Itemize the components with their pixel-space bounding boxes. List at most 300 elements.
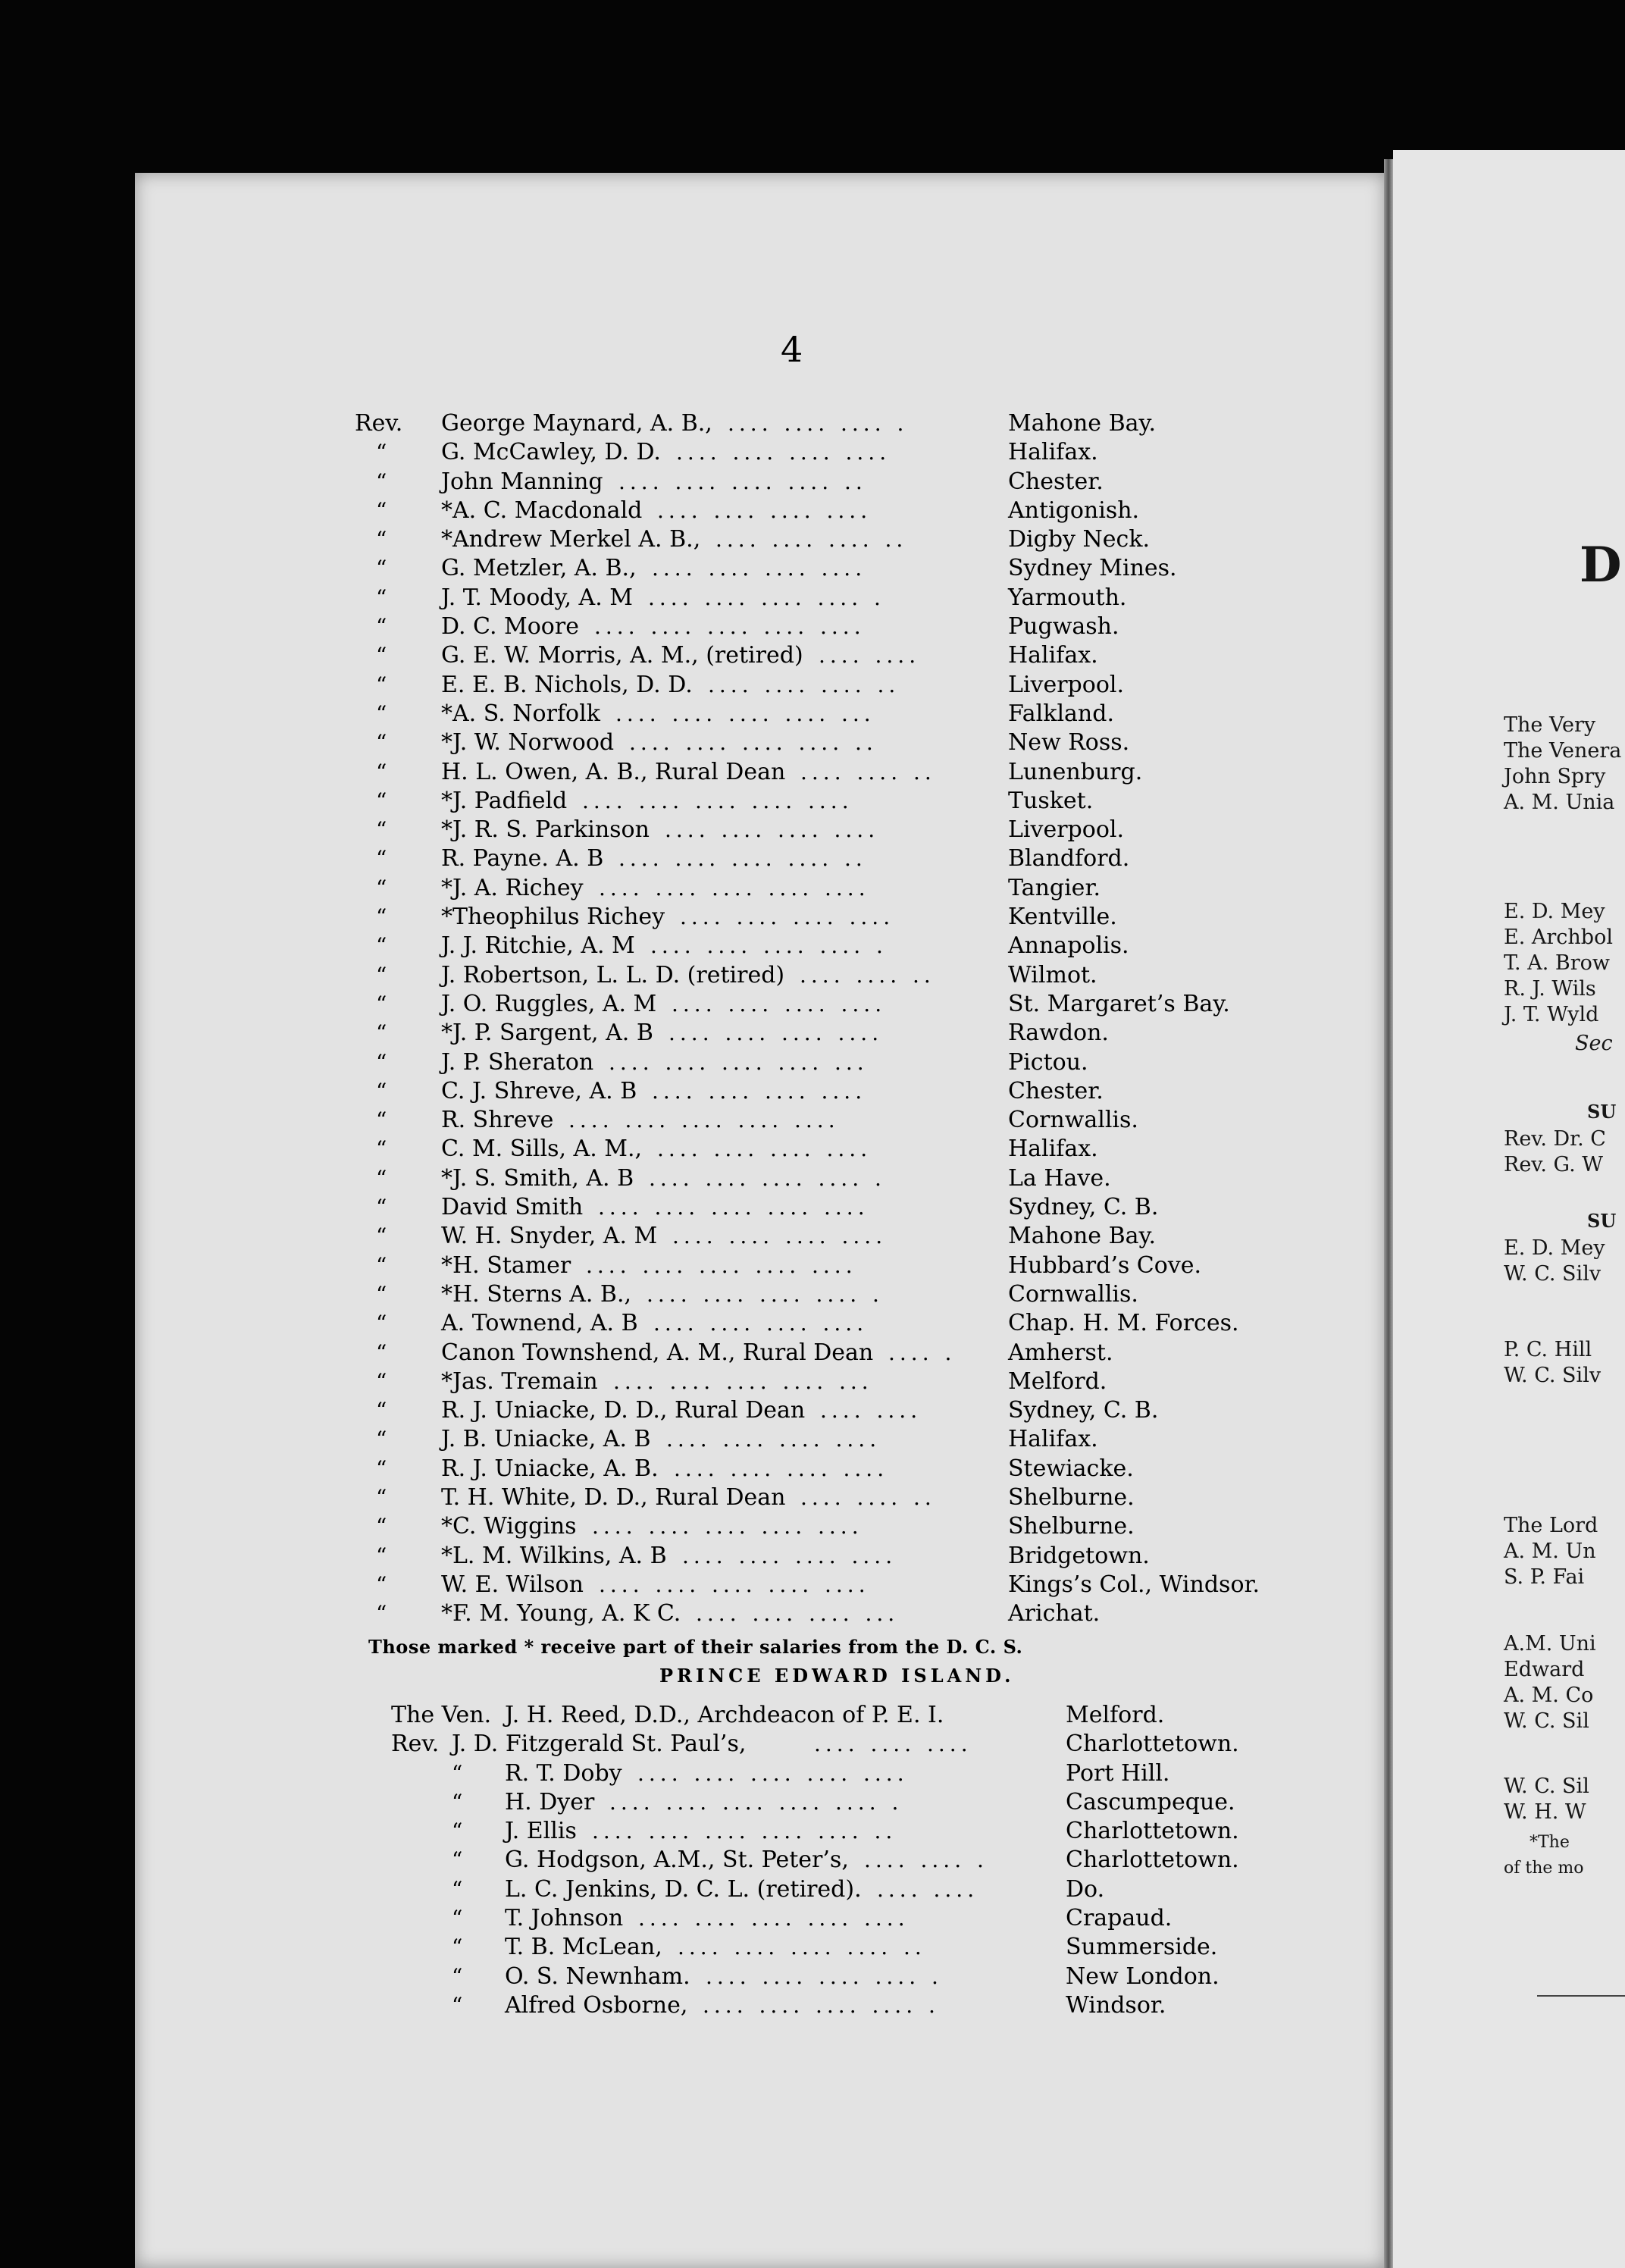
leader-dots: .... .... .... ... (696, 1601, 900, 1627)
clergy-name: R. T. Doby (505, 1759, 622, 1787)
leader-dots: .... .... .... (814, 1731, 972, 1757)
footnote-salaries: Those marked * receive part of their salaries from the D. C. S. (368, 1636, 1023, 1658)
clergy-place: Falkland. (1008, 700, 1114, 727)
ditto-mark: “ (376, 817, 387, 843)
clergy-place: Annapolis. (1008, 932, 1129, 960)
leader-dots: .... .... .... .... (682, 1543, 897, 1568)
pei-heading: PRINCE EDWARD ISLAND. (659, 1665, 1015, 1687)
ditto-mark: “ (452, 1876, 463, 1902)
clergy-entry (355, 1571, 1370, 1599)
clergy-name: *L. M. Wilkins, A. B (441, 1542, 667, 1569)
leader-dots: .... .... .... .... . (649, 1165, 886, 1191)
leader-dots: .... .... .... .... ... (613, 1368, 873, 1394)
ditto-mark: “ (376, 1514, 387, 1540)
leader-dots: .... .... .... .... . (647, 1281, 884, 1307)
leader-dots: .... .... .... .... (657, 1136, 872, 1162)
clergy-entry (355, 1396, 1370, 1425)
title-prefix: Rev. (391, 1731, 440, 1758)
clergy-entry (391, 1875, 1376, 1904)
right-page-line: W. H. W (1504, 1800, 1586, 1824)
clergy-name: *F. M. Young, A. K C. (441, 1600, 681, 1627)
clergy-entry (391, 1991, 1376, 2020)
ditto-mark: “ (376, 556, 387, 581)
ditto-mark: “ (452, 1992, 463, 2018)
clergy-name: *A. C. Macdonald (441, 497, 643, 524)
clergy-place: Halifax. (1008, 439, 1098, 466)
clergy-name: *H. Sterns A. B., (441, 1280, 632, 1308)
clergy-entry (355, 787, 1370, 816)
clergy-place: Antigonish. (1008, 497, 1140, 524)
clergy-name: O. S. Newnham. (505, 1963, 690, 1990)
clergy-name: G. Metzler, A. B., (441, 555, 637, 582)
leader-dots: .... .... .... .... .... (599, 875, 870, 901)
clergy-entry (391, 1933, 1376, 1962)
clergy-place: Halifax. (1008, 1426, 1098, 1453)
leader-dots: .... .... (877, 1876, 979, 1902)
clergy-place: Crapaud. (1066, 1905, 1173, 1932)
right-page-line: *The (1530, 1833, 1570, 1852)
clergy-name: J. Robertson, L. L. D. (retired) (441, 961, 785, 988)
clergy-place: New London. (1066, 1963, 1220, 1990)
leader-dots: .... .... .... .... (652, 1078, 867, 1104)
clergy-name: *Jas. Tremain (441, 1367, 598, 1395)
leader-dots: .... .... .... .... .. (618, 846, 867, 872)
ditto-mark: “ (452, 1906, 463, 1931)
right-page (1393, 150, 1625, 2268)
clergy-entry (391, 1846, 1376, 1875)
clergy-place: New Ross. (1008, 729, 1130, 757)
ditto-mark: “ (452, 1789, 463, 1815)
ditto-mark: “ (376, 1427, 387, 1452)
clergy-name: R. Shreve (441, 1107, 554, 1134)
clergy-entry (355, 1048, 1370, 1077)
ditto-mark: “ (376, 1252, 387, 1278)
ditto-mark: “ (376, 1311, 387, 1336)
leader-dots: .... .... (819, 643, 921, 669)
clergy-name: H. Dyer (505, 1788, 595, 1815)
clergy-entry (355, 612, 1370, 641)
title-prefix: The Ven. (391, 1702, 492, 1728)
leader-dots: .... .... .... .... (672, 1223, 888, 1249)
clergy-place: Charlottetown. (1066, 1818, 1239, 1845)
ditto-mark: “ (376, 1543, 387, 1568)
clergy-place: Shelburne. (1008, 1513, 1135, 1540)
clergy-name: *J. P. Sargent, A. B (441, 1020, 653, 1047)
clergy-place: Melford. (1066, 1702, 1165, 1728)
right-page-heading-fragment: D (1580, 537, 1622, 594)
ditto-mark: “ (376, 759, 387, 785)
leader-dots: .... .... .... .... .... (582, 788, 853, 813)
clergy-name: *J. Padfield (441, 787, 568, 814)
ditto-mark: “ (376, 1601, 387, 1627)
clergy-name: E. E. B. Nichols, D. D. (441, 671, 693, 698)
clergy-place: St. Margaret’s Bay. (1008, 990, 1230, 1017)
clergy-entry (355, 1019, 1370, 1048)
clergy-name: J. H. Reed, D.D., Archdeacon of P. E. I. (505, 1702, 944, 1728)
clergy-entry (355, 409, 1370, 438)
right-page-line: E. D. Mey (1504, 1236, 1605, 1260)
ditto-mark: “ (376, 1049, 387, 1075)
leader-dots: .... .... .. (800, 759, 936, 785)
clergy-place: Lunenburg. (1008, 758, 1143, 785)
clergy-entry (355, 525, 1370, 554)
right-page-line: Rev. G. W (1504, 1153, 1604, 1176)
ditto-mark: “ (376, 1571, 387, 1597)
clergy-entry (391, 1759, 1376, 1788)
leader-dots: .... .... .... .... (666, 1427, 881, 1452)
ditto-mark: “ (376, 875, 387, 901)
footnote-rule (1537, 1995, 1625, 1997)
right-page-line: E. D. Mey (1504, 900, 1605, 923)
ditto-mark: “ (452, 1847, 463, 1873)
right-page-line: E. Archbol (1504, 926, 1613, 949)
clergy-place: Digby Neck. (1008, 526, 1151, 553)
ditto-mark: “ (376, 846, 387, 872)
right-page-line: W. C. Silv (1504, 1262, 1602, 1286)
leader-dots: .... .... .... .... (674, 1455, 889, 1481)
clergy-name: John Manning (441, 468, 603, 495)
clergy-place: Tangier. (1008, 874, 1101, 901)
clergy-entry (355, 1367, 1370, 1396)
ditto-mark: “ (376, 643, 387, 669)
clergy-entry (355, 1106, 1370, 1135)
clergy-entry (355, 1455, 1370, 1483)
clergy-place: Blandford. (1008, 845, 1130, 872)
clergy-place: Cornwallis. (1008, 1107, 1138, 1134)
clergy-place: Chap. H. M. Forces. (1008, 1310, 1239, 1337)
clergy-entry (355, 438, 1370, 467)
clergy-place: Yarmouth. (1008, 584, 1127, 611)
leader-dots: .... .... .... .... .. (629, 730, 878, 756)
clergy-entry (355, 1164, 1370, 1193)
ditto-mark: “ (376, 933, 387, 959)
clergy-entry (355, 1512, 1370, 1541)
clergy-name: George Maynard, A. B., (441, 410, 712, 437)
clergy-name: R. J. Uniacke, A. B. (441, 1455, 659, 1482)
leader-dots: .... .... .... .... .... (594, 614, 866, 640)
ditto-mark: “ (376, 1455, 387, 1481)
ditto-mark: “ (376, 584, 387, 610)
ditto-mark: “ (376, 730, 387, 756)
leader-dots: .... .... .... .... (672, 991, 887, 1017)
ditto-mark: “ (376, 672, 387, 697)
ditto-mark: “ (376, 614, 387, 640)
clergy-name: G. McCawley, D. D. (441, 439, 661, 466)
clergy-entry (355, 1425, 1370, 1454)
pei-clergy-list (391, 1701, 1376, 2020)
leader-dots: .... .... .... .... (668, 1020, 884, 1046)
leader-dots: .... .... .... .... . (706, 1963, 943, 1989)
right-page-line: A.M. Uni (1504, 1632, 1596, 1656)
clergy-place: Arichat. (1008, 1600, 1101, 1627)
leader-dots: .... .... .... .... . (703, 1992, 940, 2018)
clergy-place: Halifax. (1008, 642, 1098, 669)
leader-dots: .... .... .... .... .... (592, 1514, 863, 1540)
clergy-entry (355, 728, 1370, 757)
leader-dots: .... .... (820, 1398, 922, 1424)
clergy-place: Port Hill. (1066, 1759, 1170, 1787)
ditto-mark: “ (376, 1165, 387, 1191)
clergy-entry (391, 1963, 1376, 1991)
clergy-name: David Smith (441, 1194, 584, 1221)
clergy-entry (355, 961, 1370, 990)
clergy-name: W. H. Snyder, A. M (441, 1223, 658, 1250)
clergy-entry (355, 1309, 1370, 1338)
ditto-mark: “ (376, 1281, 387, 1307)
right-page-line: W. C. Sil (1504, 1775, 1589, 1798)
leader-dots: .... .... .... .... (680, 904, 895, 930)
clergy-place: Tusket. (1008, 787, 1094, 814)
clergy-place: Charlottetown. (1066, 1731, 1239, 1758)
clergy-place: Wilmot. (1008, 961, 1097, 988)
clergy-place: Do. (1066, 1875, 1105, 1903)
clergy-place: Sydney, C. B. (1008, 1194, 1159, 1221)
leader-dots: .... .... .... .... . (648, 584, 885, 610)
clergy-name: Alfred Osborne, (505, 1991, 688, 2019)
leader-dots: .... .... .... .... .... (568, 1107, 840, 1133)
leader-dots: .... .... .... .... (665, 817, 880, 843)
clergy-name: C. J. Shreve, A. B (441, 1077, 637, 1104)
ditto-mark: “ (376, 1339, 387, 1365)
clergy-name: J. B. Uniacke, A. B (441, 1426, 651, 1453)
leader-dots: .... .... .... .... . (650, 933, 888, 959)
clergy-entry (355, 903, 1370, 932)
clergy-name: T. H. White, D. D., Rural Dean (441, 1483, 786, 1511)
clergy-entry (355, 844, 1370, 873)
clergy-place: Mahone Bay. (1008, 410, 1157, 437)
clergy-place: Pictou. (1008, 1048, 1088, 1076)
clergy-name: G. E. W. Morris, A. M., (retired) (441, 642, 803, 669)
clergy-name: *J. R. S. Parkinson (441, 816, 650, 844)
right-page-line: A. M. Co (1504, 1684, 1594, 1707)
leader-dots: .... .... .. (800, 962, 935, 988)
leader-dots: .... .... .... .... (676, 440, 891, 465)
clergy-entry (391, 1788, 1376, 1817)
clergy-place: Amherst. (1008, 1339, 1113, 1366)
clergy-name: *A. S. Norfolk (441, 700, 600, 727)
clergy-name: T. B. McLean, (505, 1934, 662, 1961)
ditto-mark: “ (376, 1484, 387, 1510)
leader-dots: .... .... .... .... .... . (609, 1789, 903, 1815)
clergy-place: Cascumpeque. (1066, 1788, 1235, 1815)
clergy-entry (355, 584, 1370, 612)
clergy-entry (355, 990, 1370, 1019)
clergy-place: Windsor. (1066, 1991, 1166, 2019)
right-page-line: SU (1587, 1101, 1617, 1123)
ditto-mark: “ (376, 991, 387, 1017)
clergy-place: Sydney Mines. (1008, 555, 1177, 582)
clergy-place: Kings’s Col., Windsor. (1008, 1571, 1260, 1598)
clergy-entry (355, 1193, 1370, 1222)
clergy-name: *Theophilus Richey (441, 904, 665, 931)
right-page-line: R. J. Wils (1504, 977, 1596, 1001)
clergy-entry (355, 497, 1370, 525)
clergy-place: Halifax. (1008, 1136, 1098, 1163)
clergy-place: Summerside. (1066, 1934, 1218, 1961)
clergy-entry (391, 1817, 1376, 1846)
leader-dots: .... .... .... .... .. (618, 468, 867, 494)
right-page-line: The Lord (1504, 1514, 1598, 1537)
right-page-line: A. M. Un (1504, 1540, 1596, 1563)
right-page-line: Edward (1504, 1658, 1585, 1681)
ditto-mark: “ (376, 700, 387, 726)
clergy-name: *J. S. Smith, A. B (441, 1164, 634, 1192)
book-gutter (1384, 159, 1393, 2268)
clergy-entry (355, 671, 1370, 700)
ditto-mark: “ (376, 962, 387, 988)
ditto-mark: “ (452, 1760, 463, 1786)
page-number: 4 (781, 329, 803, 370)
nova-scotia-clergy-list (355, 409, 1370, 1628)
ditto-mark: “ (376, 1368, 387, 1394)
archdeacon-entry (391, 1701, 1376, 1730)
ditto-mark: “ (376, 1020, 387, 1046)
right-page-line: J. T. Wyld (1504, 1003, 1599, 1026)
clergy-entry (355, 1251, 1370, 1280)
clergy-entry (355, 816, 1370, 844)
ditto-mark: “ (376, 440, 387, 465)
leader-dots: .... . (888, 1339, 957, 1365)
ditto-mark: “ (376, 788, 387, 813)
clergy-name: C. M. Sills, A. M., (441, 1136, 643, 1163)
clergy-name: D. C. Moore (441, 613, 579, 641)
clergy-entry (355, 758, 1370, 787)
clergy-name: *J. W. Norwood (441, 729, 615, 757)
clergy-name: J. O. Ruggles, A. M (441, 990, 657, 1017)
leader-dots: .... .... .... .... .. (678, 1934, 926, 1960)
right-page-line: of the mo (1504, 1859, 1584, 1878)
clergy-name: J. D. Fitzgerald St. Paul’s, (452, 1731, 747, 1758)
clergy-entry (355, 932, 1370, 960)
clergy-place: La Have. (1008, 1164, 1111, 1192)
clergy-name: *J. A. Richey (441, 874, 584, 901)
right-page-line: S. P. Fai (1504, 1565, 1585, 1589)
clergy-entry (355, 468, 1370, 497)
clergy-name: R. Payne. A. B (441, 845, 604, 872)
title-prefix: Rev. (355, 410, 403, 437)
leader-dots: .... .... .... .... .... (598, 1195, 869, 1220)
clergy-name: J. T. Moody, A. M (441, 584, 633, 611)
leader-dots: .... .... .... .... (657, 497, 872, 523)
clergy-entry (355, 554, 1370, 583)
clergy-entry (355, 1135, 1370, 1164)
clergy-name: A. Townend, A. B (441, 1310, 638, 1337)
clergy-place: Pugwash. (1008, 613, 1119, 641)
clergy-entry (355, 641, 1370, 670)
ditto-mark: “ (376, 468, 387, 494)
clergy-entry (391, 1904, 1376, 1933)
right-page-line: SU (1587, 1210, 1617, 1232)
leader-dots: .... .... .... .... (652, 556, 867, 581)
clergy-place: Liverpool. (1008, 816, 1125, 844)
ditto-mark: “ (376, 1398, 387, 1424)
ditto-mark: “ (452, 1818, 463, 1844)
leader-dots: .... .... . (864, 1847, 988, 1873)
clergy-name: G. Hodgson, A.M., St. Peter’s, (505, 1847, 849, 1874)
clergy-place: Sydney, C. B. (1008, 1397, 1159, 1424)
right-page-line: T. A. Brow (1504, 951, 1610, 975)
ditto-mark: “ (376, 497, 387, 523)
clergy-entry (355, 1339, 1370, 1367)
clergy-place: Mahone Bay. (1008, 1223, 1157, 1250)
clergy-name: L. C. Jenkins, D. C. L. (retired). (505, 1875, 862, 1903)
right-page-line: P. C. Hill (1504, 1338, 1592, 1361)
clergy-entry (355, 1483, 1370, 1512)
right-page-line: The Venera (1504, 739, 1622, 763)
ditto-mark: “ (376, 1136, 387, 1162)
ditto-mark: “ (452, 1934, 463, 1960)
right-page-line: The Very (1504, 713, 1596, 737)
clergy-place: Bridgetown. (1008, 1542, 1150, 1569)
clergy-place: Hubbard’s Cove. (1008, 1251, 1202, 1279)
leader-dots: .... .... .... . (728, 411, 909, 436)
clergy-entry (355, 874, 1370, 903)
clergy-name: J. P. Sheraton (441, 1048, 594, 1076)
clergy-name: *Andrew Merkel A. B., (441, 526, 701, 553)
clergy-place: Cornwallis. (1008, 1280, 1138, 1308)
right-page-line: Rev. Dr. C (1504, 1127, 1606, 1151)
clergy-name: W. E. Wilson (441, 1571, 584, 1598)
clergy-entry (355, 700, 1370, 728)
clergy-place: Stewiacke. (1008, 1455, 1134, 1482)
clergy-place: Charlottetown. (1066, 1847, 1239, 1874)
clergy-name: H. L. Owen, A. B., Rural Dean (441, 758, 786, 785)
clergy-place: Shelburne. (1008, 1483, 1135, 1511)
leader-dots: .... .... .. (800, 1484, 936, 1510)
leader-dots: .... .... .... .... .... (637, 1760, 909, 1786)
ditto-mark: “ (376, 904, 387, 930)
right-page-line: Sec (1575, 1032, 1613, 1055)
clergy-entry (355, 1599, 1370, 1628)
leader-dots: .... .... .... .. (708, 672, 900, 697)
leader-dots: .... .... .... .... ... (609, 1049, 869, 1075)
clergy-place: Chester. (1008, 468, 1104, 495)
clergy-entry (355, 1077, 1370, 1106)
ditto-mark: “ (376, 1107, 387, 1133)
clergy-name: T. Johnson (505, 1905, 624, 1932)
clergy-entry (355, 1222, 1370, 1251)
clergy-name: *H. Stamer (441, 1251, 571, 1279)
clergy-entry (355, 1542, 1370, 1571)
leader-dots: .... .... .... .... .... (599, 1571, 870, 1597)
leader-dots: .... .... .... .... (653, 1311, 869, 1336)
right-page-line: John Spry (1504, 765, 1606, 788)
ditto-mark: “ (376, 527, 387, 553)
clergy-name: Canon Townshend, A. M., Rural Dean (441, 1339, 874, 1366)
leader-dots: .... .... .... .... .... (586, 1252, 857, 1278)
ditto-mark: “ (376, 1078, 387, 1104)
clergy-place: Chester. (1008, 1077, 1104, 1104)
ditto-mark: “ (376, 1223, 387, 1249)
leader-dots: .... .... .... .. (715, 527, 908, 553)
clergy-place: Rawdon. (1008, 1020, 1109, 1047)
clergy-name: *C. Wiggins (441, 1513, 577, 1540)
clergy-entry (391, 1730, 1376, 1759)
clergy-name: J. J. Ritchie, A. M (441, 932, 635, 960)
right-page-line: W. C. Silv (1504, 1364, 1602, 1387)
right-page-line: W. C. Sil (1504, 1709, 1589, 1733)
clergy-entry (355, 1280, 1370, 1309)
clergy-place: Liverpool. (1008, 671, 1125, 698)
ditto-mark: “ (376, 1195, 387, 1220)
leader-dots: .... .... .... .... .... (638, 1906, 910, 1931)
ditto-mark: “ (452, 1963, 463, 1989)
clergy-name: J. Ellis (505, 1818, 577, 1845)
clergy-name: R. J. Uniacke, D. D., Rural Dean (441, 1397, 806, 1424)
right-page-line: A. M. Unia (1504, 791, 1615, 814)
clergy-place: Melford. (1008, 1367, 1107, 1395)
leader-dots: .... .... .... .... ... (615, 700, 875, 726)
